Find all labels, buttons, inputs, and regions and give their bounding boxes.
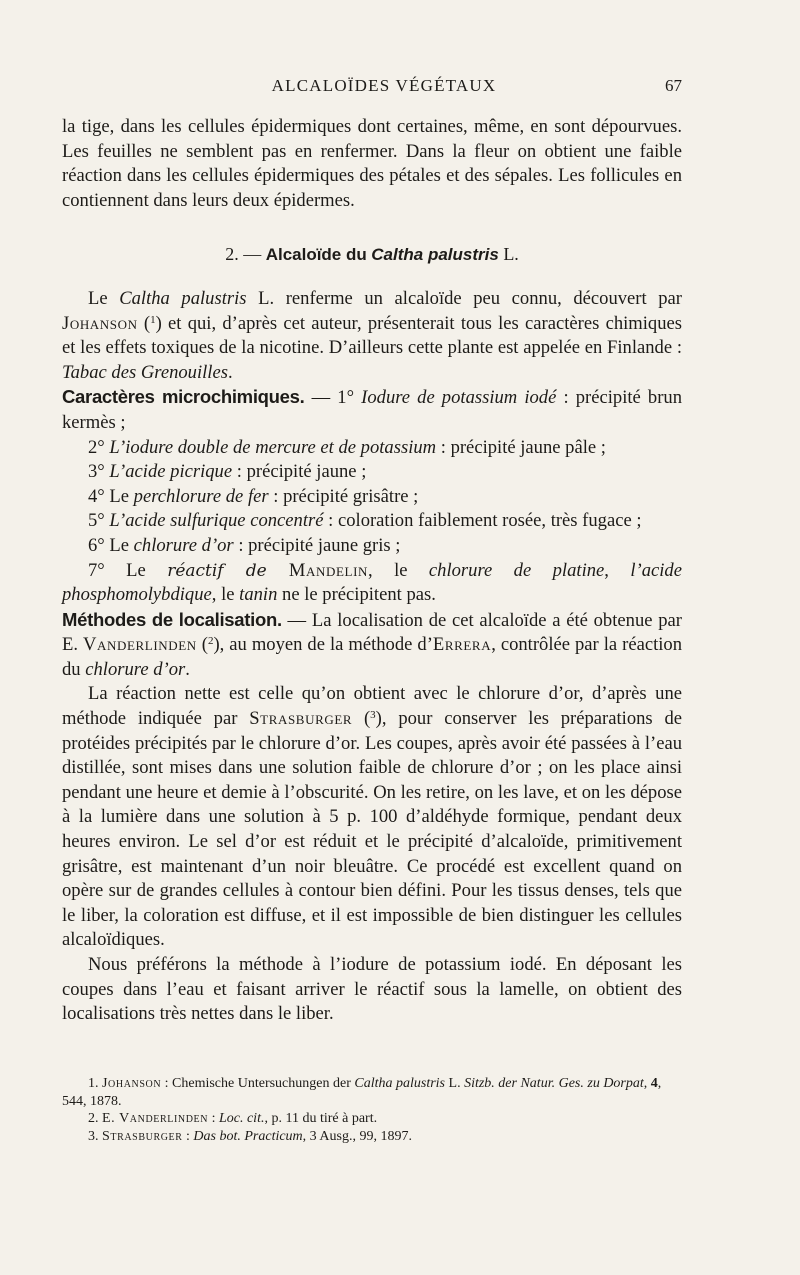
- result: : coloration faiblement rosée, très fugace ;: [323, 510, 642, 532]
- runin-heading-methodes: Méthodes de localisation.: [62, 608, 282, 630]
- result: : précipité grisâtre ;: [268, 485, 419, 507]
- author-name: Strasburger: [102, 1128, 183, 1144]
- loc-cit: Loc. cit.: [218, 1111, 265, 1127]
- section-author: L.: [503, 244, 519, 265]
- page-number: 67: [665, 76, 682, 95]
- footnotes: [62, 1075, 682, 1145]
- author-name: Johanson: [102, 1076, 162, 1091]
- species-name: Caltha palustris: [354, 1076, 446, 1091]
- text: L.: [445, 1076, 465, 1091]
- item-number: 2°: [88, 436, 110, 458]
- author-name: Johanson: [62, 312, 138, 334]
- section-number: 2. —: [225, 244, 262, 265]
- item-number: 7°: [88, 559, 127, 581]
- section-heading: [62, 242, 682, 268]
- page-header: [86, 76, 682, 100]
- reagent: L’acide sulfurique concentré: [109, 510, 324, 532]
- paragraph-methodes: Méthodes de localisation. — La localisation de cet alcaloïde a été obtenue par E. Vanderlinden ($^2$), au moyen de la méthode d’Errera, contrôlée par la réaction du chlorure d’or.: [62, 608, 683, 680]
- footnote-ref: 3: [370, 709, 376, 722]
- reagent: L’iodure double de mercure et de potassium: [109, 436, 437, 458]
- footnote-3: [62, 1128, 682, 1146]
- paragraph-intro: Le Caltha palustris L. renferme un alcaloïde peu connu, découvert par Johanson ($^1$) et qui, d’après cet auteur, présenterait tous les caractères chimiques et les effets toxiques de la nicotine. D’ailleurs cette plante est appelée en Finlande : Tabac des Grenouilles.: [62, 287, 682, 383]
- micro-item-7: [62, 559, 682, 608]
- common-name: Tabac des Grenouilles: [62, 361, 228, 383]
- text: .: [227, 361, 233, 383]
- text: Le: [109, 534, 134, 556]
- footnote-number: 1.: [88, 1076, 102, 1091]
- text: , au moyen de la méthode d’: [219, 634, 433, 656]
- text: ne le précipitent pas.: [277, 584, 436, 606]
- text: , 3 Ausg., 99, 1897.: [302, 1128, 412, 1144]
- result: : précipité jaune gris ;: [233, 534, 401, 556]
- author-name: Errera: [432, 634, 492, 656]
- footnote-1: [62, 1075, 682, 1110]
- paragraph-reaction: La réaction nette est celle qu’on obtient avec le chlorure d’or, d’après une méthode indiquée par Strasburger ($^3$), pour conserver les préparations de protéides précipités par le chlorure d’or. Les coupes, après avoir été passées à l’eau distillée, sont mises dans une solution faible de chlorure d’or ; on les place ainsi pendant une heure et demie à l’obscurité. On les retire, on les lave, et on les dépose à la lumière dans une solution à 5 p. 100 d’aldéhyde formique, pendant deux heures environ. Le sel d’or est réduit et le précipité d’alcaloïde, primitivement grisâtre, est maintenant d’un noir bleuâtre. Ce procédé est excellent quand on opère sur de grandes cellules à contour bien défini. Pour les tissus denses, tels que le liber, la coloration est diffuse, et il est impossible de bien distinguer les cellules alcaloïdiques.: [62, 683, 683, 951]
- result: : précipité brun kermès ;: [62, 387, 682, 433]
- reagent: L’acide picrique: [109, 461, 233, 483]
- book-title: Das bot. Practicum: [193, 1128, 303, 1144]
- text: , p. 11 du tiré à part.: [264, 1111, 378, 1127]
- text: et qui, d’après cet auteur, présenterait tous les caractères chimiques et les effets toxiques de la nicotine. D’ailleurs cette plante est appelée en Finlande :: [62, 312, 682, 359]
- author-name: Vanderlinden: [83, 634, 197, 656]
- text: :: [208, 1111, 219, 1127]
- reagent: perchlorure de fer: [133, 485, 269, 507]
- text: ,: [643, 1076, 651, 1091]
- text: , le: [368, 559, 429, 581]
- body-text: [62, 115, 682, 1027]
- item-number: — 1°: [304, 387, 362, 409]
- reagent: l’acide phosphomolybdique: [62, 559, 682, 606]
- reagent: réactif de: [167, 560, 289, 581]
- text: , le: [211, 584, 240, 606]
- author-name: E. Vanderlinden: [102, 1111, 209, 1127]
- paragraph-continuation: la tige, dans les cellules épidermiques dont certaines, même, en sont dépourvues. Les feuilles ne semblent pas en renfermer. Dans la fleur on obtient une faible réaction dans les cellules épidermiques des pétales et des sépales. Les follicules en contiennent dans leurs deux épidermes.: [62, 116, 682, 211]
- item-number: 4°: [88, 485, 110, 507]
- footnote-2: [62, 1110, 682, 1128]
- item-number: 5°: [88, 510, 110, 532]
- micro-item-6: [62, 534, 682, 559]
- runin-heading-micro: Caractères microchimiques.: [62, 386, 305, 408]
- text: Le: [109, 485, 134, 507]
- footnote-number: 3.: [88, 1128, 102, 1144]
- text: — La localisation de cet alcaloïde a été obtenue par E.: [62, 609, 682, 656]
- text: .: [185, 658, 190, 680]
- reagent: chlorure d’or: [133, 534, 234, 556]
- text: , contrôlée par la réaction du: [62, 634, 683, 680]
- volume: 4: [650, 1076, 658, 1091]
- footnote-ref: 1: [150, 313, 156, 326]
- reagent: tanin: [239, 584, 278, 606]
- running-title: ALCALOÏDES VÉGÉTAUX: [271, 76, 497, 95]
- micro-item-2: [62, 436, 682, 461]
- micro-item-4: [62, 485, 682, 510]
- text: ,: [604, 559, 631, 581]
- text: : Chemische Untersuchungen der: [161, 1076, 355, 1091]
- micro-item-1: [62, 385, 682, 435]
- item-number: 3°: [88, 461, 110, 483]
- text: , pour conserver les préparations de protéides précipités par le chlorure d’or. Les coupes, après avoir été passées à l’eau distillée, sont mises dans une solution faible de chlorure d’or ; on les place ainsi pendant une heure et demie à l’obscurité. On les retire, on les lave, et on les dépose à la lumière dans une solution à 5 p. 100 d’aldéhyde formique, pendant deux heures environ. Le sel d’or est réduit et le précipité d’alcaloïde, primitivement grisâtre, est maintenant d’un noir bleuâtre. Ce procédé est excellent quand on opère sur de grandes cellules à contour bien défini. Pour les tissus denses, tels que le liber, la coloration est diffuse, et il est impossible de bien distinguer les cellules alcaloïdiques.: [62, 708, 683, 951]
- text: La réaction nette est celle qu’on obtient avec le chlorure d’or, d’après une méthode indiquée par: [62, 683, 682, 730]
- footnote-ref: 2: [207, 635, 214, 648]
- result: : précipité jaune pâle ;: [436, 436, 606, 458]
- journal: Sitzb. der Natur. Ges. zu Dorpat: [464, 1076, 644, 1091]
- micro-item-5: [62, 509, 682, 534]
- author-name: Mandelin: [288, 559, 368, 581]
- author-name: Strasburger: [249, 708, 353, 730]
- paragraph-conclusion: Nous préférons la méthode à l’iodure de potassium iodé. En déposant les coupes dans l’eau et faisant arriver le réactif sous la lamelle, on obtient des localisations très nettes dans le liber.: [62, 954, 682, 1025]
- text: L. renferme un alcaloïde peu connu, découvert par: [246, 287, 682, 309]
- micro-item-3: [62, 460, 682, 485]
- reagent: chlorure d’or: [85, 658, 186, 680]
- text: Le: [126, 559, 168, 581]
- result: : précipité jaune ;: [232, 461, 367, 483]
- item-number: 6°: [88, 534, 110, 556]
- footnote-number: 2.: [88, 1111, 102, 1127]
- section-title: Alcaloïde du: [265, 245, 367, 265]
- text: Le: [88, 287, 120, 309]
- reagent: Iodure de potassium iodé: [361, 387, 557, 409]
- text: , 544, 1878.: [62, 1076, 662, 1109]
- text: :: [182, 1128, 194, 1144]
- section-species: Caltha palustris: [371, 245, 499, 265]
- species-name: Caltha palustris: [119, 287, 247, 309]
- reagent: chlorure de platine: [428, 559, 605, 581]
